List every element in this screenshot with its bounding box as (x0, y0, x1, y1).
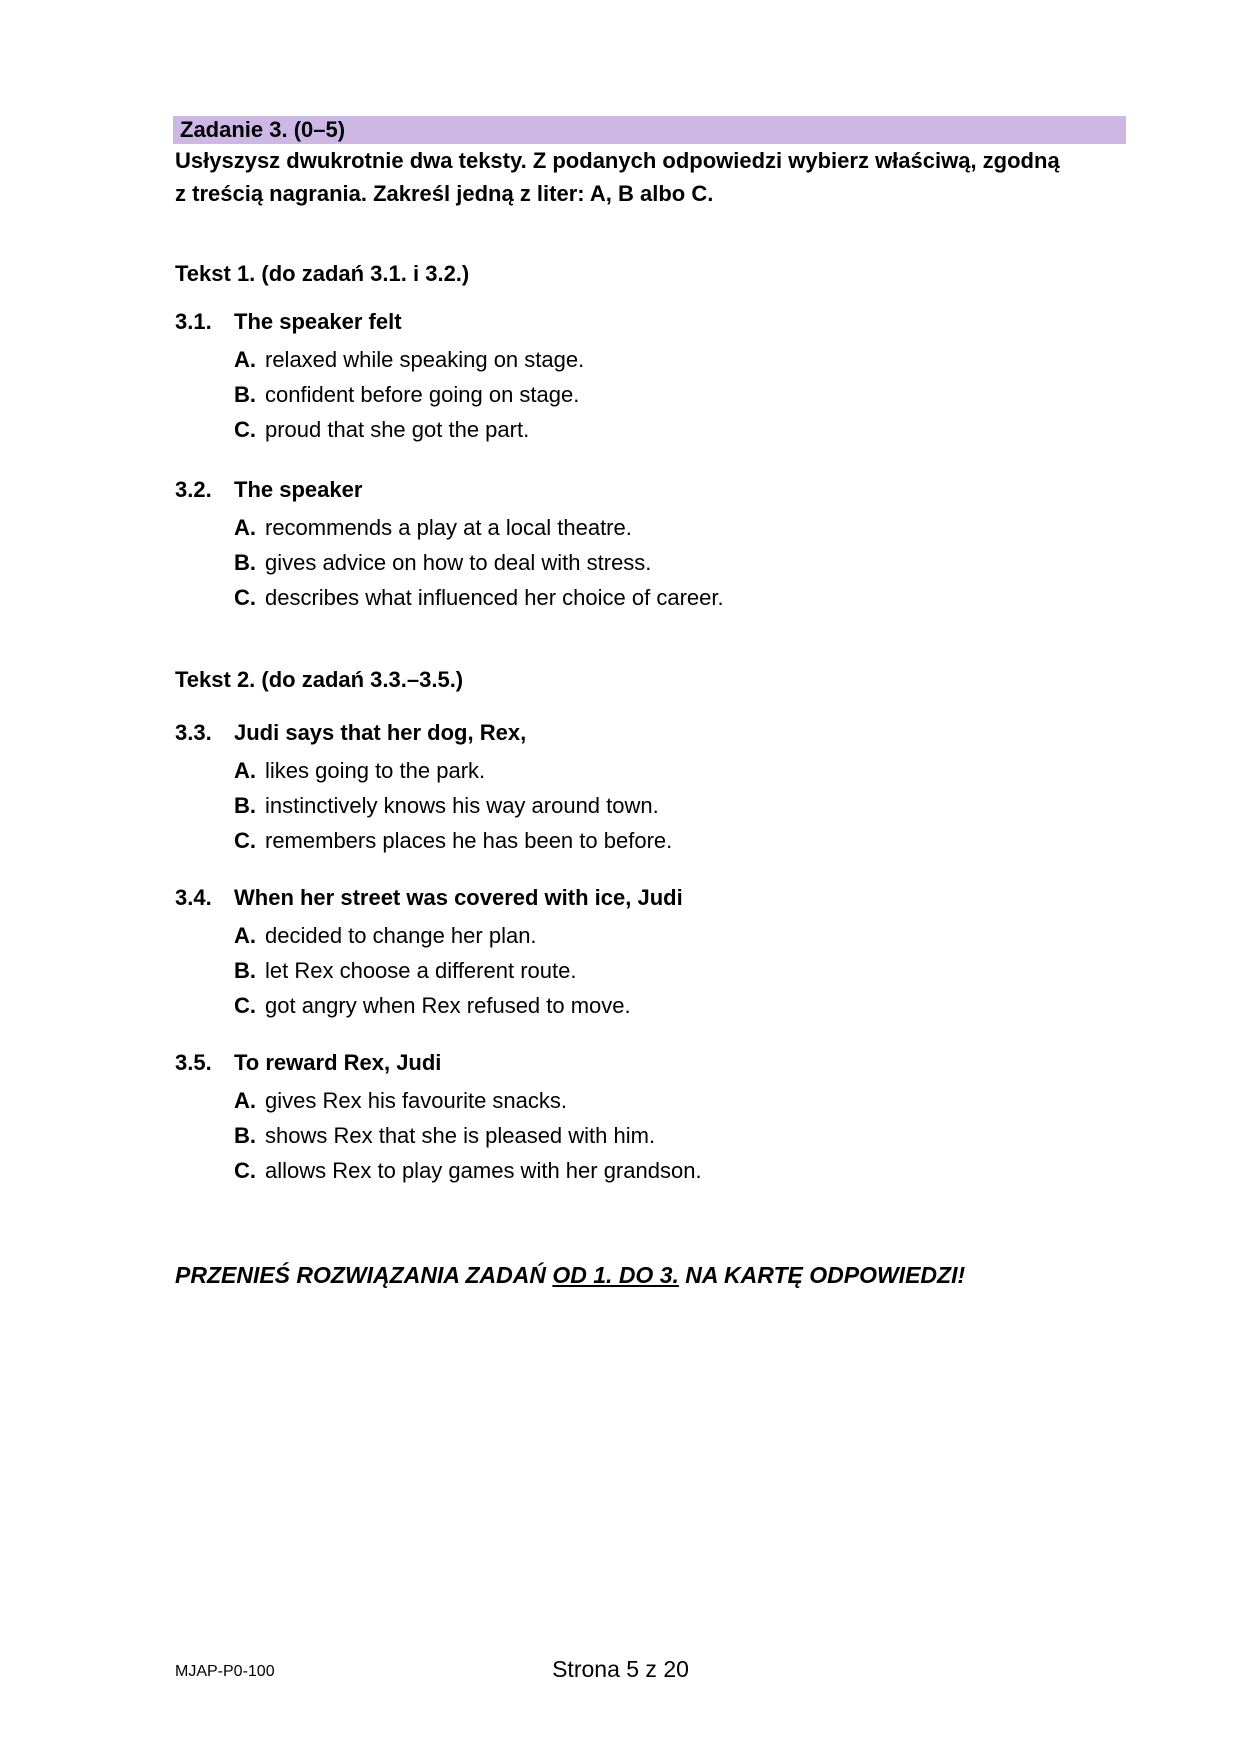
section-title-tekst-1: Tekst 1. (do zadań 3.1. i 3.2.) (175, 261, 470, 286)
option-c (175, 586, 1135, 621)
question-3-2 (175, 478, 1135, 621)
options-list (175, 516, 1135, 621)
option-text: proud that she got the part. (265, 417, 530, 442)
transfer-note-suffix: NA KARTĘ ODPOWIEDZI! (678, 1262, 966, 1288)
option-text: confident before going on stage. (265, 382, 580, 407)
question-number: 3.1. (175, 309, 212, 334)
question-stem (175, 1051, 1135, 1075)
option-letter: B. (234, 550, 256, 575)
question-number: 3.2. (175, 477, 212, 502)
transfer-answers-note (175, 1261, 965, 1289)
options-list (175, 348, 1135, 453)
option-c (175, 1159, 1135, 1194)
option-letter: C. (234, 828, 256, 853)
option-b (175, 1124, 1135, 1159)
task-header-label: Zadanie 3. (0–5) (180, 117, 346, 142)
option-a (175, 348, 1135, 383)
question-number: 3.4. (175, 885, 212, 910)
question-text: The speaker felt (234, 309, 402, 334)
option-b (175, 551, 1135, 586)
question-stem (175, 721, 1135, 745)
option-letter: C. (234, 417, 256, 442)
question-number: 3.5. (175, 1050, 212, 1075)
options-list (175, 1089, 1135, 1194)
option-letter: C. (234, 993, 256, 1018)
question-text: When her street was covered with ice, Judi (234, 885, 683, 910)
task-header-bar (173, 116, 1126, 144)
question-3-4 (175, 886, 1135, 1029)
question-number: 3.3. (175, 720, 212, 745)
option-letter: A. (234, 923, 256, 948)
question-3-3 (175, 721, 1135, 864)
option-c (175, 994, 1135, 1029)
option-a (175, 516, 1135, 551)
option-b (175, 383, 1135, 418)
option-b (175, 794, 1135, 829)
option-text: relaxed while speaking on stage. (265, 347, 585, 372)
transfer-note-underlined-range: OD 1. DO 3. (552, 1262, 679, 1288)
question-3-1 (175, 310, 1135, 453)
option-letter: A. (234, 515, 256, 540)
question-stem (175, 310, 1135, 334)
option-c (175, 829, 1135, 864)
option-text: allows Rex to play games with her grandson. (265, 1158, 702, 1183)
option-a (175, 924, 1135, 959)
option-letter: A. (234, 1088, 256, 1113)
option-c (175, 418, 1135, 453)
option-letter: B. (234, 382, 256, 407)
option-text: decided to change her plan. (265, 923, 537, 948)
question-text: The speaker (234, 477, 363, 502)
option-letter: C. (234, 1158, 256, 1183)
option-a (175, 1089, 1135, 1124)
instructions-line-1: Usłyszysz dwukrotnie dwa teksty. Z podanych odpowiedzi wybierz właściwą, zgodną (175, 148, 1060, 173)
option-a (175, 759, 1135, 794)
option-text: let Rex choose a different route. (265, 958, 577, 983)
option-text: got angry when Rex refused to move. (265, 993, 631, 1018)
options-list (175, 759, 1135, 864)
option-letter: A. (234, 758, 256, 783)
option-letter: B. (234, 1123, 256, 1148)
option-letter: B. (234, 958, 256, 983)
option-text: shows Rex that she is pleased with him. (265, 1123, 656, 1148)
instructions-line-2: z treścią nagrania. Zakreśl jedną z liter: A, B albo C. (175, 181, 714, 206)
option-text: likes going to the park. (265, 758, 486, 783)
option-text: recommends a play at a local theatre. (265, 515, 632, 540)
options-list (175, 924, 1135, 1029)
option-text: instinctively knows his way around town. (265, 793, 659, 818)
task-instructions (175, 144, 1135, 210)
question-3-5 (175, 1051, 1135, 1194)
option-text: describes what influenced her choice of career. (265, 585, 724, 610)
question-stem (175, 478, 1135, 502)
option-text: remembers places he has been to before. (265, 828, 673, 853)
footer-document-code: MJAP-P0-100 (175, 1663, 275, 1680)
section-title-tekst-2: Tekst 2. (do zadań 3.3.–3.5.) (175, 667, 464, 692)
option-text: gives Rex his favourite snacks. (265, 1088, 568, 1113)
transfer-note-prefix: PRZENIEŚ ROZWIĄZANIA ZADAŃ (175, 1262, 553, 1288)
question-text: Judi says that her dog, Rex, (234, 720, 527, 745)
option-letter: C. (234, 585, 256, 610)
footer-page-number: Strona 5 z 20 (552, 1656, 689, 1682)
question-text: To reward Rex, Judi (234, 1050, 442, 1075)
question-stem (175, 886, 1135, 910)
option-b (175, 959, 1135, 994)
option-letter: A. (234, 347, 256, 372)
option-text: gives advice on how to deal with stress. (265, 550, 652, 575)
option-letter: B. (234, 793, 256, 818)
